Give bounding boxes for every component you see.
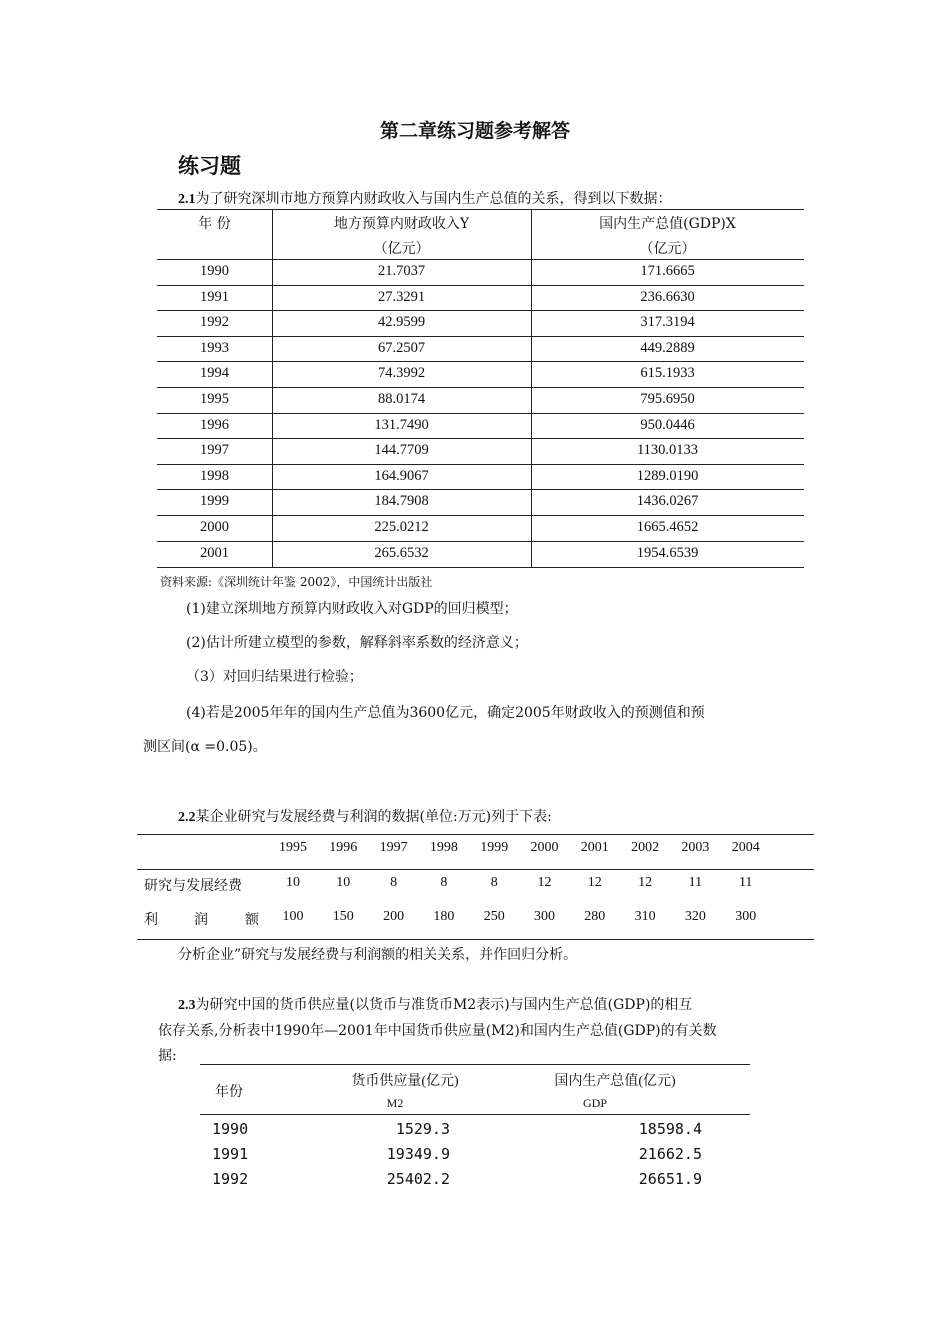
- q3-number: 2.3: [178, 998, 196, 1013]
- q2-cell-row2: 300: [534, 909, 555, 924]
- q2-cell-row1: 12: [587, 875, 602, 890]
- page-title: 第二章练习题参考解答: [379, 120, 570, 142]
- q2-cell-row2: 150: [332, 909, 354, 924]
- q1-task-3: （3）对回归结果进行检验；: [186, 669, 363, 685]
- q2-year: 2000: [530, 840, 559, 855]
- q3-header-gdp: 国内生产总值(亿元): [554, 1074, 676, 1089]
- q1-cell-x: 795.6950: [640, 391, 695, 407]
- q2-cell-row1: 10: [336, 875, 351, 890]
- q3-cell-m2: 1529.3: [395, 1120, 450, 1138]
- q3-intro-text: 为研究中国的货币供应量(以货币与准货币M2表示)与国内生产总值(GDP)的相互: [195, 997, 693, 1013]
- q2-row2-label-1: 利: [144, 913, 158, 928]
- q1-cell-x: 1289.0190: [636, 467, 699, 484]
- q1-task-1: (1)建立深圳地方预算内财政收入对GDP的回归模型；: [186, 601, 518, 617]
- q2-cell-row2: 100: [282, 909, 304, 924]
- q3-cell-gdp: 18598.4: [638, 1120, 702, 1138]
- q2-cell-row1: 12: [537, 875, 552, 890]
- q1-cell-year: 1992: [200, 314, 229, 331]
- q2-year: 1996: [329, 840, 358, 855]
- q3-cell-year: 1992: [212, 1170, 249, 1188]
- q1-cell-y: 265.6532: [374, 544, 429, 561]
- q1-cell-x: 1436.0267: [636, 493, 699, 510]
- q1-task-2: (2)估计所建立模型的参数，解释斜率系数的经济意义；: [186, 635, 528, 651]
- q2-note: 分析企业”研究与发展经费与利润额的相关关系，并作回归分析。: [178, 947, 578, 963]
- q1-header-year: 年 份: [198, 216, 231, 232]
- q1-cell-x: 236.6630: [640, 288, 695, 305]
- q2-cell-row1: 10: [286, 875, 300, 890]
- q1-cell-year: 1997: [200, 442, 229, 459]
- q2-year: 1995: [279, 840, 307, 855]
- q2-cell-row1: 8: [490, 875, 498, 890]
- q1-cell-y: 67.2507: [377, 339, 426, 356]
- q1-cell-year: 1991: [200, 288, 229, 305]
- q1-task-4-cont: 测区间(α =0.05)。: [143, 739, 267, 755]
- q1-cell-x: 317.3194: [640, 314, 695, 331]
- q1-task-4: (4)若是2005年年的国内生产总值为3600亿元，确定2005年财政收入的预测值和预: [186, 705, 705, 721]
- q1-cell-x: 615.1933: [640, 365, 695, 382]
- q1-cell-x: 449.2889: [640, 339, 695, 356]
- q1-header-y: 地方预算内财政收入Y: [333, 216, 470, 232]
- q2-cell-row2: 300: [735, 909, 757, 924]
- q3-cell-m2: 25402.2: [386, 1170, 450, 1188]
- q2-intro: [178, 806, 552, 826]
- q1-cell-y: 131.7490: [374, 416, 429, 433]
- q1-cell-year: 1995: [200, 391, 229, 407]
- q1-header-x-unit: （亿元）: [639, 241, 696, 257]
- q2-year: 2002: [631, 840, 660, 855]
- q1-cell-year: 1990: [200, 263, 229, 279]
- q2-cell-row2: 250: [483, 909, 505, 924]
- q2-year: 2001: [580, 840, 609, 855]
- q1-cell-year: 1998: [200, 467, 229, 484]
- q2-cell-row2: 200: [383, 909, 405, 924]
- q1-cell-x: 171.6665: [640, 263, 695, 279]
- q3-intro-2: 依存关系,分析表中1990年—2001年中国货币供应量(M2)和国内生产总值(GDP)的有关数: [158, 1023, 717, 1039]
- q3-intro-1: [178, 994, 692, 1014]
- q1-source: 资料来源:《深圳统计年鉴 2002》，中国统计出版社: [160, 575, 433, 589]
- q2-cell-row1: 11: [738, 875, 753, 890]
- q2-year: 1998: [429, 840, 458, 855]
- q1-cell-y: 164.9067: [374, 467, 429, 484]
- q1-cell-x: 1954.6539: [636, 544, 699, 561]
- q3-header-gdp-code: GDP: [582, 1096, 607, 1110]
- q3-cell-year: 1991: [212, 1145, 249, 1163]
- q2-cell-row1: 8: [390, 875, 398, 890]
- q1-cell-y: 144.7709: [374, 442, 429, 459]
- q2-cell-row2: 320: [684, 909, 706, 924]
- q2-cell-row1: 12: [638, 875, 653, 890]
- q3-cell-gdp: 21662.5: [638, 1145, 702, 1163]
- q1-header-x: 国内生产总值(GDP)X: [599, 216, 736, 232]
- q1-number: 2.1: [178, 192, 196, 207]
- q1-cell-y: 88.0174: [377, 391, 426, 407]
- q1-cell-year: 2001: [200, 544, 229, 561]
- q2-cell-row2: 280: [584, 909, 606, 924]
- q1-cell-x: 1665.4652: [636, 519, 699, 535]
- q3-header-year: 年份: [215, 1084, 243, 1100]
- q2-intro-text: 某企业研究与发展经费与利润的数据(单位:万元)列于下表:: [195, 809, 552, 825]
- q1-cell-y: 74.3992: [377, 365, 426, 382]
- q1-cell-year: 1994: [200, 365, 229, 382]
- q3-cell-gdp: 26651.9: [638, 1170, 702, 1188]
- q1-cell-y: 225.0212: [374, 519, 429, 535]
- q2-cell-row1: 11: [688, 875, 703, 890]
- q1-cell-year: 1999: [200, 493, 229, 510]
- q2-number: 2.2: [178, 810, 196, 825]
- q1-cell-y: 21.7037: [377, 263, 426, 279]
- q3-intro-3: 据:: [158, 1048, 177, 1064]
- q1-cell-x: 1130.0133: [636, 442, 699, 459]
- q2-cell-row2: 310: [634, 909, 656, 924]
- q1-cell-y: 184.7908: [374, 493, 429, 510]
- q1-cell-year: 1996: [200, 416, 229, 433]
- q2-year: 2003: [681, 840, 710, 855]
- q2-row2-label-3: 额: [245, 913, 259, 928]
- q2-row2-label-2: 润: [194, 913, 208, 928]
- q3-cell-year: 1990: [212, 1120, 249, 1138]
- q2-cell-row2: 180: [433, 909, 455, 924]
- q3-header-m2-code: M2: [386, 1096, 404, 1110]
- q1-header-y-unit: （亿元）: [373, 241, 430, 257]
- q3-cell-m2: 19349.9: [386, 1145, 450, 1163]
- section-heading: 练习题: [178, 154, 241, 178]
- q1-cell-y: 42.9599: [377, 314, 426, 331]
- q1-intro: [178, 188, 672, 208]
- q2-year: 2004: [731, 840, 760, 855]
- q3-header-m2: 货币供应量(亿元): [351, 1074, 459, 1089]
- q1-cell-x: 950.0446: [640, 416, 695, 433]
- q2-year: 1997: [379, 840, 408, 855]
- q2-year: 1999: [480, 840, 509, 855]
- q1-cell-year: 2000: [200, 519, 229, 535]
- q1-cell-y: 27.3291: [377, 288, 426, 305]
- q2-row1-label: 研究与发展经费: [144, 879, 242, 894]
- q1-cell-year: 1993: [200, 339, 229, 356]
- q1-intro-text: 为了研究深圳市地方预算内财政收入与国内生产总值的关系，得到以下数据：: [195, 191, 672, 207]
- q2-cell-row1: 8: [440, 875, 448, 890]
